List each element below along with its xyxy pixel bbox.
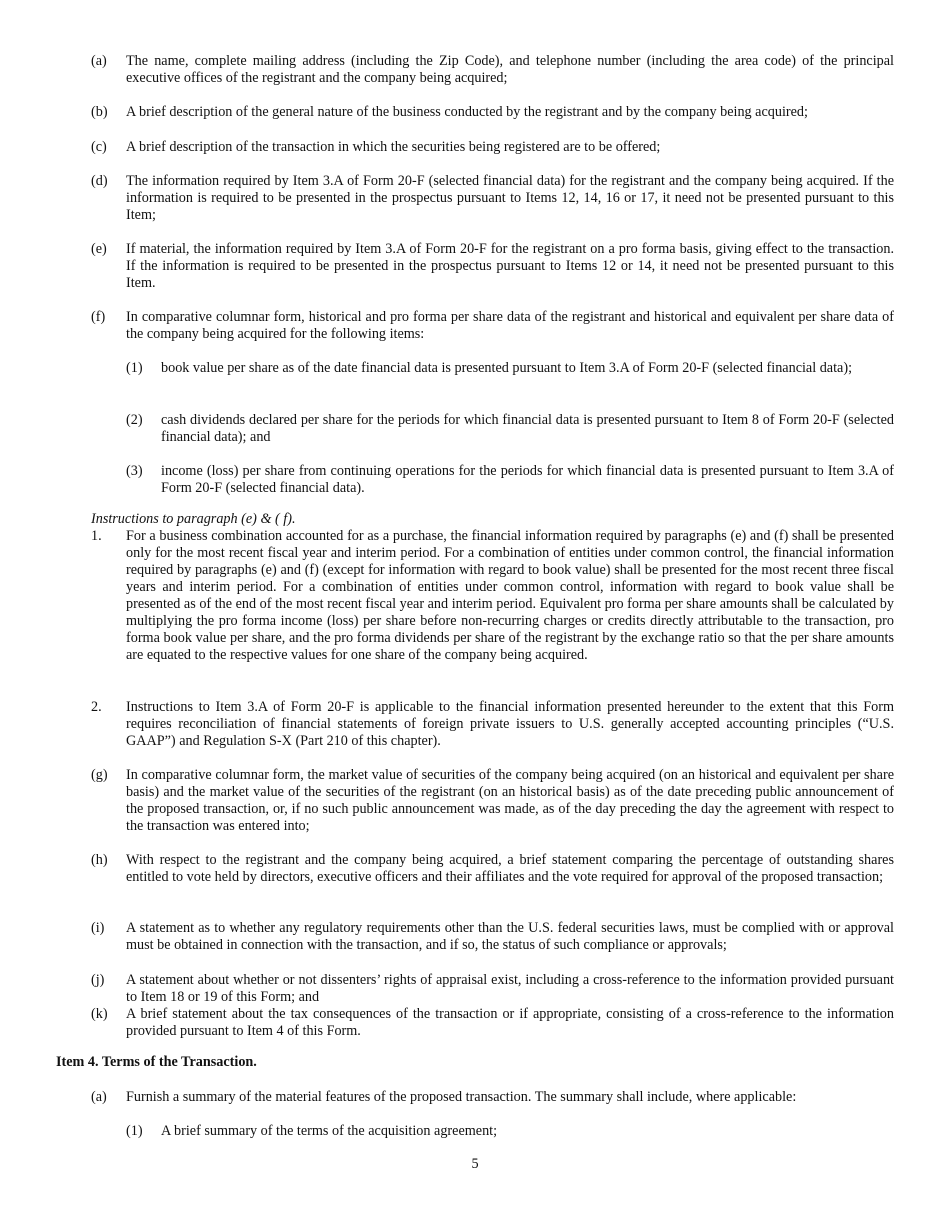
- paragraph-text: book value per share as of the date financial data is presented pursuant to Item 3.A of Form 20-F (selected financial data);: [161, 360, 853, 376]
- instruction-2: [91, 699, 894, 750]
- paragraph-g: [91, 767, 894, 835]
- paragraph-label: (k): [91, 1006, 108, 1022]
- paragraph-text: In comparative columnar form, historical and pro forma per share data of the registrant and historical and equivalent per share data of the company being acquired for the following items:: [126, 309, 894, 342]
- paragraph-label: (g): [91, 767, 108, 783]
- paragraph-text: income (loss) per share from continuing operations for the periods for which financial data is presented pursuant to Item 3.A of Form 20-F (selected financial data).: [161, 463, 894, 496]
- instruction-label: 1.: [91, 528, 102, 544]
- item-4-paragraph-a: [91, 1089, 894, 1106]
- paragraph-b: [91, 104, 894, 121]
- paragraph-text: A brief summary of the terms of the acquisition agreement;: [161, 1123, 498, 1139]
- paragraph-text: With respect to the registrant and the company being acquired, a brief statement comparing the percentage of outstanding shares entitled to vote held by directors, executive officers and their affiliates and the vote required for approval of the proposed transaction;: [126, 852, 894, 885]
- paragraph-e: [91, 241, 894, 292]
- paragraph-text: If material, the information required by Item 3.A of Form 20-F for the registrant on a pro forma basis, giving effect to the transaction. If the information is required to be presented in the prospectus pursuant to Items 12 or 14, it need not be presented pursuant to this Item.: [126, 241, 894, 291]
- paragraph-a: [91, 53, 894, 87]
- paragraph-label: (1): [126, 1123, 143, 1139]
- paragraph-label: (2): [126, 412, 143, 428]
- paragraph-label: (h): [91, 852, 108, 868]
- paragraph-label: (f): [91, 309, 106, 325]
- paragraph-k: [91, 1006, 894, 1040]
- paragraph-c: [91, 139, 894, 156]
- paragraph-f-2: [126, 412, 894, 446]
- paragraph-text: A brief statement about the tax consequences of the transaction or if appropriate, consisting of a cross-reference to the information provided pursuant to Item 4 of this Form.: [126, 1006, 894, 1039]
- paragraph-label: (d): [91, 173, 108, 189]
- paragraph-label: (b): [91, 104, 108, 120]
- instruction-1: [91, 528, 894, 664]
- paragraph-label: (1): [126, 360, 143, 376]
- paragraph-label: (c): [91, 139, 107, 155]
- instruction-text: For a business combination accounted for as a purchase, the financial information required by paragraphs (e) and (f) shall be presented only for the most recent fiscal year and interim period. For a combination of entities under common control, the financial information required by paragraphs (e) and (f) (except for information with regard to book value) shall be presented for the most recent three fiscal years and interim period. For a combination of entities under common control, information with regard to book value shall be presented as of the end of the most recent fiscal year and interim period. Equivalent pro forma per share amounts shall be calculated by multiplying the pro forma income (loss) per share before non-recurring charges or credits directly attributable to the transaction, pro forma book value per share, and the pro forma dividends per share of the registrant by the exchange ratio so that the per share amounts are equated to the respective values for one share of the company being acquired.: [126, 528, 894, 663]
- paragraph-i: [91, 920, 894, 954]
- paragraph-text: cash dividends declared per share for the periods for which financial data is presented pursuant to Item 8 of Form 20-F (selected financial data); and: [161, 412, 894, 445]
- paragraph-f-3: [126, 463, 894, 497]
- paragraph-label: (3): [126, 463, 143, 479]
- paragraph-text: The name, complete mailing address (including the Zip Code), and telephone number (including the area code) of the principal executive offices of the registrant and the company being acquired;: [126, 53, 894, 86]
- paragraph-text: A brief description of the transaction in which the securities being registered are to be offered;: [126, 139, 661, 155]
- paragraph-f-1: [126, 360, 894, 377]
- paragraph-h: [91, 852, 894, 886]
- paragraph-text: A statement about whether or not dissenters’ rights of appraisal exist, including a cross-reference to the information provided pursuant to Item 18 or 19 of this Form; and: [126, 972, 894, 1005]
- instructions-title: Instructions to paragraph (e) & ( f).: [91, 511, 296, 527]
- item-4-paragraph-a-1: [126, 1123, 894, 1140]
- paragraph-label: (e): [91, 241, 107, 257]
- paragraph-d: [91, 173, 894, 224]
- paragraph-label: (a): [91, 53, 107, 69]
- paragraph-label: (i): [91, 920, 105, 936]
- paragraph-text: A brief description of the general nature of the business conducted by the registrant and by the company being acquired;: [126, 104, 808, 120]
- paragraph-text: Furnish a summary of the material features of the proposed transaction. The summary shall include, where applicable:: [126, 1089, 797, 1105]
- paragraph-text: In comparative columnar form, the market value of securities of the company being acquired (on an historical and equivalent per share basis) and the market value of the securities of the registrant (on an historical basis) as of the date preceding public announcement of the proposed transaction, or, if no such public announcement was made, as of the day preceding the day the agreement with respect to the transaction was entered into;: [126, 767, 894, 834]
- page-number: 5: [471, 1156, 479, 1172]
- item-4-heading: Item 4. Terms of the Transaction.: [56, 1054, 257, 1070]
- paragraph-j: [91, 972, 894, 1006]
- paragraph-label: (a): [91, 1089, 107, 1105]
- paragraph-text: A statement as to whether any regulatory requirements other than the U.S. federal securities laws, must be complied with or approval must be obtained in connection with the transaction, and if so, the status of such compliance or approvals;: [126, 920, 894, 953]
- instruction-text: Instructions to Item 3.A of Form 20-F is applicable to the financial information presented hereunder to the extent that this Form requires reconciliation of financial statements of foreign private issuers to U.S. generally accepted accounting principles (“U.S. GAAP”) and Regulation S-X (Part 210 of this chapter).: [126, 699, 894, 749]
- paragraph-label: (j): [91, 972, 105, 988]
- instruction-label: 2.: [91, 699, 102, 715]
- paragraph-f: [91, 309, 894, 343]
- paragraph-text: The information required by Item 3.A of Form 20-F (selected financial data) for the registrant and the company being acquired. If the information is required to be presented in the prospectus pursuant to Items 12, 14, 16 or 17, it need not be presented pursuant to this Item;: [126, 173, 894, 223]
